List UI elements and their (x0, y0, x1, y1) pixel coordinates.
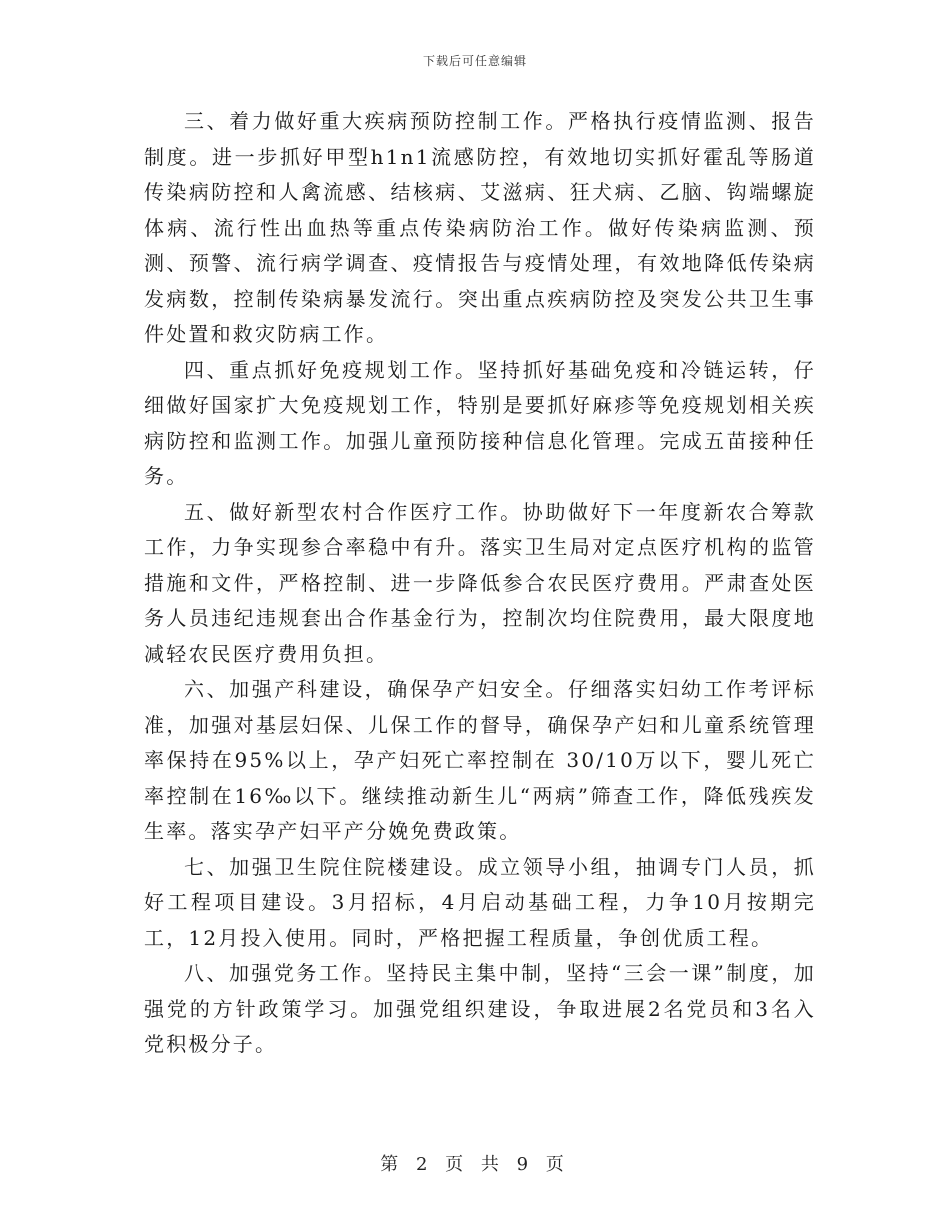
paragraph-obstetrics: 六、加强产科建设，确保孕产妇安全。仔细落实妇幼工作考评标准，加强对基层妇保、儿保工作的督导，确保孕产妇和儿童系统管理率保持在95%以上，孕产妇死亡率控制在 30/10万以下，婴儿死亡率控制在16‰以下。继续推动新生儿“两病”筛查工作，降低残疾发生率。落实孕产妇平产分娩免费政策。 (144, 677, 816, 843)
paragraph-party-affairs: 八、加强党务工作。坚持民主集中制，坚持“三会一课”制度，加强党的方针政策学习。加强党组织建设，争取进展2名党员和3名入党积极分子。 (144, 961, 816, 1056)
header-note: 下载后可任意编辑 (422, 54, 527, 68)
page-number: 第 2 页 共 9 页 (380, 1154, 570, 1175)
paragraph-rural-cooperative-medical: 五、做好新型农村合作医疗工作。协助做好下一年度新农合筹款工作，力争实现参合率稳中有升。落实卫生局对定点医疗机构的监管措施和文件，严格控制、进一步降低参合农民医疗费用。严肃查处医务人员违纪违规套出合作基金行为，控制次均住院费用，最大限度地减轻农民医疗费用负担。 (144, 499, 816, 666)
paragraph-immunization: 四、重点抓好免疫规划工作。坚持抓好基础免疫和冷链运转，仔细做好国家扩大免疫规划工作，特别是要抓好麻疹等免疫规划相关疾病防控和监测工作。加强儿童预防接种信息化管理。完成五苗接种任务。 (144, 357, 816, 488)
paragraph-inpatient-building: 七、加强卫生院住院楼建设。成立领导小组，抽调专门人员，抓好工程项目建设。3月招标，4月启动基础工程，力争10月按期完工，12月投入使用。同时，严格把握工程质量，争创优质工程。 (144, 854, 816, 950)
paragraph-disease-control: 三、着力做好重大疾病预防控制工作。严格执行疫情监测、报告制度。进一步抓好甲型h1n1流感防控，有效地切实抓好霍乱等肠道传染病防控和人禽流感、结核病、艾滋病、狂犬病、乙脑、钩端螺旋体病、流行性出血热等重点传染病防治工作。做好传染病监测、预测、预警、流行病学调查、疫情报告与疫情处理，有效地降低传染病发病数，控制传染病暴发流行。突出重点疾病防控及突发公共卫生事件处置和救灾防病工作。 (144, 109, 816, 346)
document-body (144, 104, 816, 1063)
